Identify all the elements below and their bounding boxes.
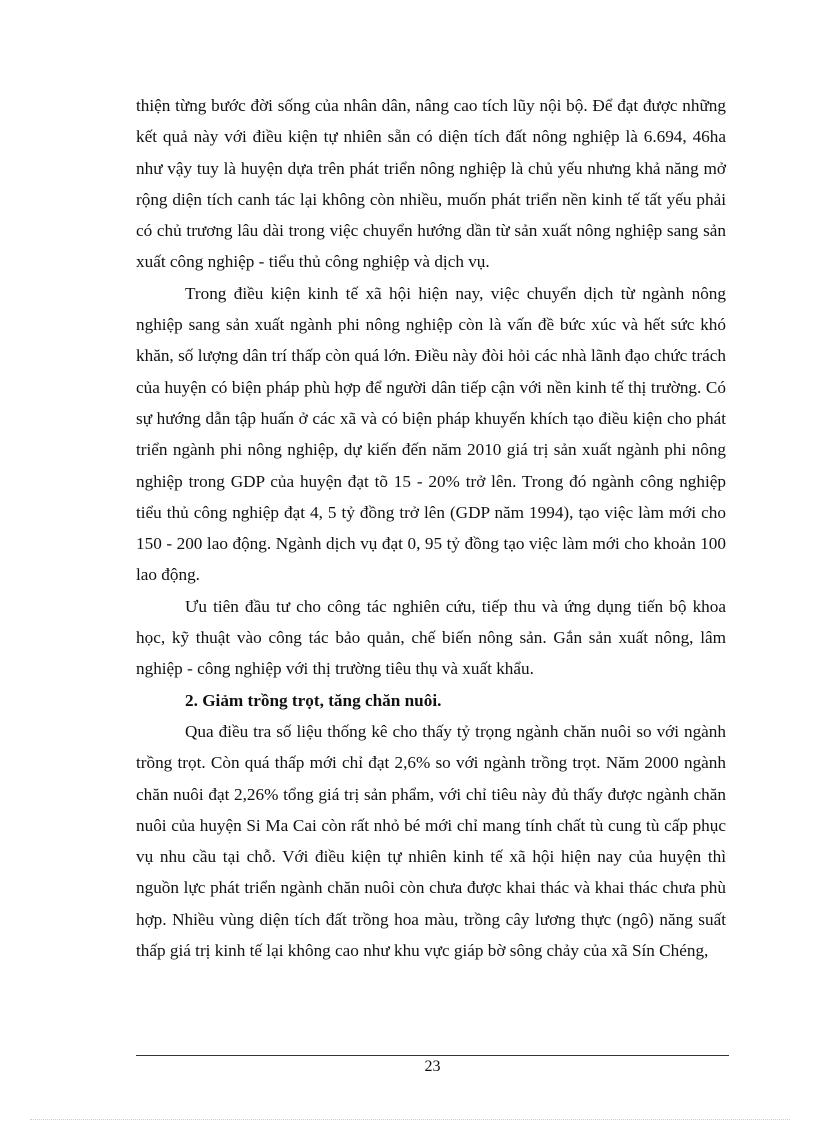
paragraph-economic-transition: Trong điều kiện kinh tế xã hội hiện nay, việc chuyển dịch từ ngành nông nghiệp sang sản xuất ngành phi nông nghiệp còn là vấn đề bức xúc và hết sức khó khăn, số lượng dân trí thấp còn quá lớn. Điều này đòi hỏi các nhà lãnh đạo chức trách của huyện có biện pháp phù hợp để người dân tiếp cận với nền kinh tế thị trường. Có sự hướng dẫn tập huấn ở các xã và có biện pháp khuyến khích tạo điều kiện cho phát triển ngành phi nông nghiệp, dự kiến đến năm 2010 giá trị sản xuất ngành phi nông nghiệp trong GDP của huyện đạt tõ 15 - 20% trở lên. Trong đó ngành công nghiệp tiểu thủ công nghiệp đạt 4, 5 tỷ đồng trở lên (GDP năm 1994), tạo việc làm mới cho 150 - 200 lao động. Ngành dịch vụ đạt 0, 95 tỷ đồng tạo việc làm mới cho khoản 100 lao động.	[136, 283, 726, 585]
paragraph-livestock: Qua điều tra số liệu thống kê cho thấy tỷ trọng ngành chăn nuôi so với ngành trồng trọt. Còn quá thấp mới chỉ đạt 2,6% so với ngành trồng trọt. Năm 2000 ngành chăn nuôi đạt 2,26% tổng giá trị sản phẩm, với chỉ tiêu này đủ thấy được ngành chăn nuôi của huyện Si Ma Cai còn rất nhỏ bé mới chỉ mang tính chất tù cung tù cấp phục vụ nhu cầu tại chỗ. Với điều kiện tự nhiên kinh tế xã hội hiện nay của huyện thì nguồn lực phát triển ngành chăn nuôi còn chưa được khai thác và khai thác chưa phù hợp. Nhiều vùng diện tích đất trồng hoa màu, trồng cây lương thực (ngô) năng suất thấp giá trị kinh tế lại không cao như khu vực giáp bờ sông chảy của xã Sín Chéng,	[136, 721, 726, 961]
page-number: 23	[424, 1058, 441, 1075]
page-body	[136, 90, 726, 966]
section-heading: 2. Giảm trồng trọt, tăng chăn nuôi.	[185, 690, 442, 710]
paragraph-research-investment: Ưu tiên đầu tư cho công tác nghiên cứu, tiếp thu và ứng dụng tiến bộ khoa học, kỹ thuật vào công tác bảo quản, chế biến nông sản. Gắn sản xuất nông, lâm nghiệp - công nghiệp với thị trường tiêu thụ và xuất khẩu.	[136, 596, 726, 679]
footer-divider	[136, 1055, 729, 1056]
paragraph-continuation: thiện từng bước đời sống của nhân dân, nâng cao tích lũy nội bộ. Để đạt được những kết quả này với điều kiện tự nhiên sẵn có diện tích đất nông nghiệp là 6.694, 46ha như vậy tuy là huyện dựa trên phát triển nông nghiệp là chủ yếu nhưng khả năng mở rộng diện tích canh tác lại không còn nhiều, muốn phát triển nền kinh tế tất yếu phải có chủ trương lâu dài trong việc chuyển hướng dần từ sản xuất nông nghiệp sang sản xuất công nghiệp - tiểu thủ công nghiệp và dịch vụ.	[136, 96, 726, 272]
page-bottom-edge	[30, 1119, 790, 1120]
